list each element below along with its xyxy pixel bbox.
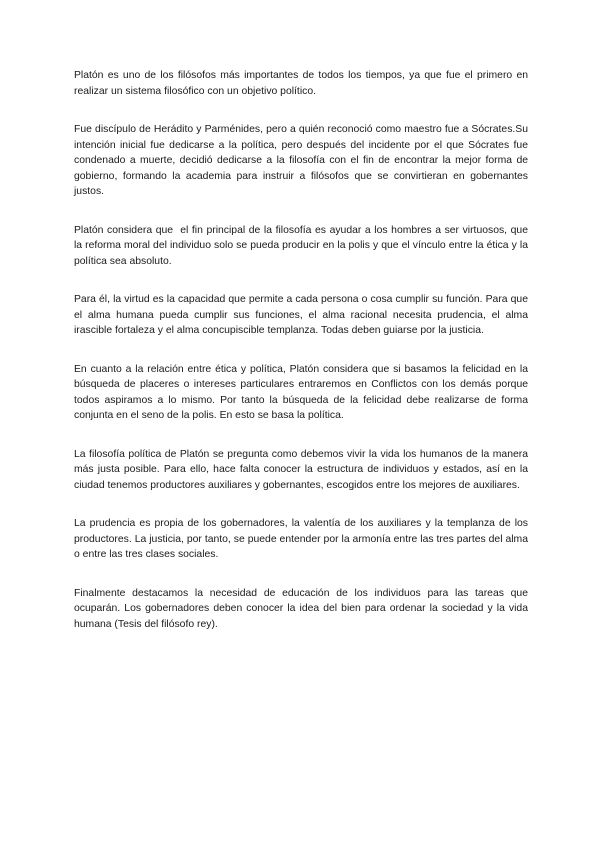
paragraph-intro: Platón es uno de los filósofos más importantes de todos los tiempos, ya que fue el primero en realizar un sistema filosófico con un objetivo político. (74, 70, 531, 97)
document-body (74, 68, 534, 655)
paragraph-conclusion: Finalmente destacamos la necesidad de educación de los individuos para las tareas que ocuparán. Los gobernadores deben conocer la idea del bien para ordenar la sociedad y la vida humana (Tesis del filósofo rey). (74, 587, 531, 630)
paragraph-socrates: Fue discípulo de Herádito y Parménides, pero a quién reconoció como maestro fue a Sócrates.Su intención inicial fue dedicarse a la política, pero después del incidente por el que Sócrates fue condenado a muerte, decidió dedicarse a la filosofía con el fin de encontrar la mejor forma de gobierno, formando la academia para instruir a filósofos que se convirtieran en gobernantes justos. (74, 124, 531, 197)
paragraph-ethics-politics: En cuanto a la relación entre ética y política, Platón considera que si basamos la felicidad en la búsqueda de placeres o intereses particulares entraremos en Conflictos con los demás porque todos aspiramos a lo mismo. Por tanto la búsqueda de la felicidad debe realizarse de forma conjunta en el seno de la polis. En esto se basa la política. (74, 363, 534, 421)
paragraph-prudence-justice: La prudencia es propia de los gobernadores, la valentía de los auxiliares y la templanza de los productores. La justicia, por tanto, se puede entender por la armonía entre las tres partes del alma o entre las tres clases sociales. (74, 518, 531, 560)
paragraph-virtue: Para él, la virtud es la capacidad que permite a cada persona o cosa cumplir su función. Para que el alma humana pueda cumplir sus funciones, el alma racional necesita prudencia, el alma irascible fortaleza y el alma concupiscible templanza. Todas deben guiarse por la justicia. (74, 294, 531, 336)
paragraph-philosophy-purpose: Platón considera que el fin principal de la filosofía es ayudar a los hombres a ser virtuosos, que la reforma moral del individuo solo se pueda producir en la polis y que el vínculo entre la ética y la política sea absoluto. (74, 224, 534, 267)
paragraph-political-philosophy: La filosofía política de Platón se pregunta como debemos vivir la vida los humanos de la manera más justa posible. Para ello, hace falta conocer la estructura de individuos y estados, así en la ciudad tenemos productores auxiliares y gobernantes, escogidos entre los mejores de auxiliares. (74, 448, 531, 491)
